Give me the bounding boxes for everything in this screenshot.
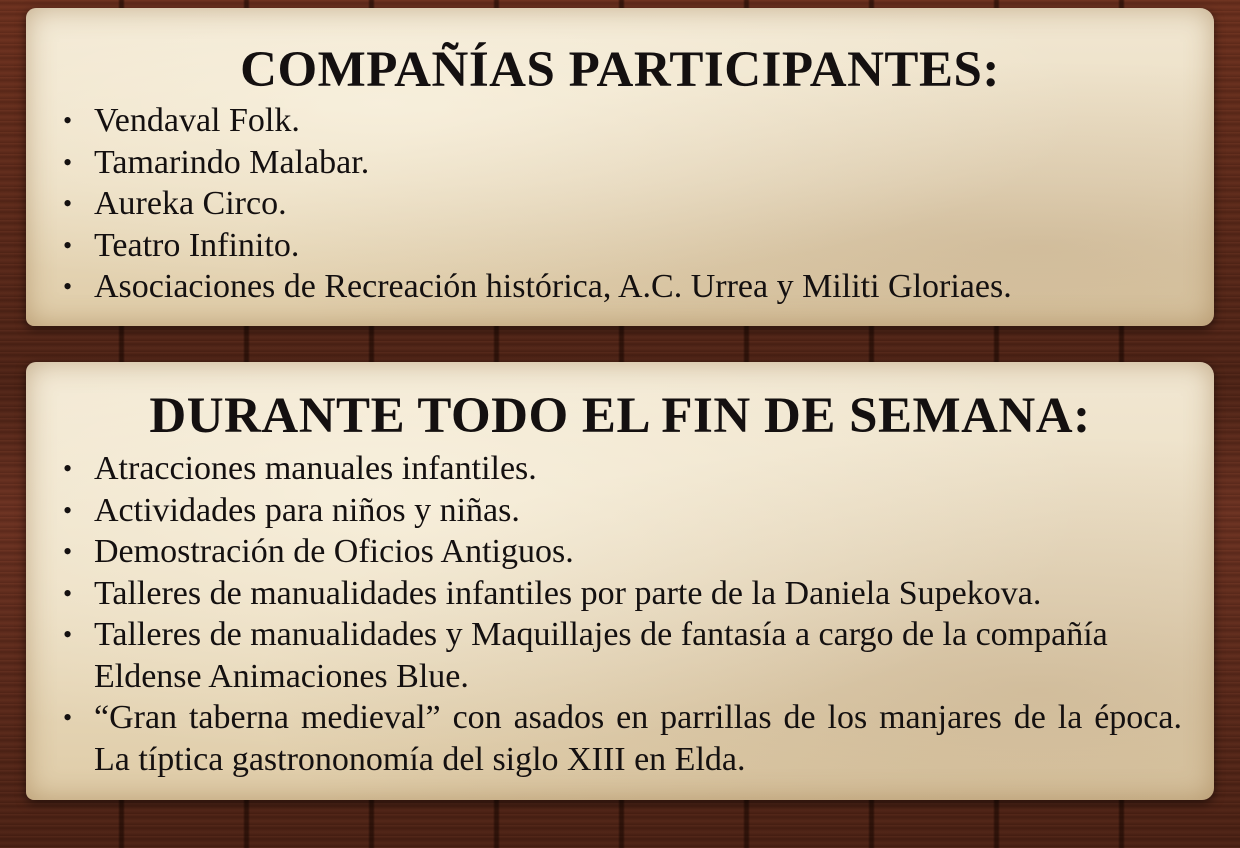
list-item <box>63 142 1182 184</box>
fin-semana-panel <box>26 362 1214 800</box>
list-item-text: Teatro Infinito. <box>94 226 300 264</box>
list-item <box>63 573 1182 615</box>
bullet-icon: • <box>63 147 73 177</box>
companias-panel <box>26 8 1214 326</box>
list-item-text: Demostración de Oficios Antiguos. <box>94 533 574 570</box>
list-item-text: Tamarindo Malabar. <box>94 143 370 181</box>
list-item-text: Vendaval Folk. <box>94 102 300 139</box>
list-item <box>63 697 1182 780</box>
bullet-icon: • <box>63 189 73 218</box>
bullet-icon: • <box>63 703 73 732</box>
list-item <box>63 531 1182 573</box>
list-item <box>63 266 1182 308</box>
companias-title: COMPAÑÍAS PARTICIPANTES: <box>240 42 1000 98</box>
list-item-text: Talleres de manualidades y Maquillajes de fantasía a cargo de la compañía Eldense Animaciones Blue. <box>94 616 1108 695</box>
list-item-text: Talleres de manualidades infantiles por parte de la Daniela Supekova. <box>94 574 1042 612</box>
list-item <box>63 614 1182 697</box>
bullet-icon: • <box>63 495 73 525</box>
list-item-text: Atracciones manuales infantiles. <box>94 450 537 487</box>
bullet-icon: • <box>63 230 73 260</box>
list-item-text: “Gran taberna medieval” con asados en parrillas de los manjares de la época. La típtica gastrononomía del siglo XIII en Elda. <box>94 699 1182 778</box>
list-item-text: Aureka Circo. <box>94 185 287 222</box>
bullet-icon: • <box>63 454 73 483</box>
bullet-icon: • <box>63 620 73 649</box>
list-item <box>63 183 1182 225</box>
list-item-text: Asociaciones de Recreación histórica, A.C. Urrea y Militi Gloriaes. <box>94 268 1012 305</box>
list-item-text: Actividades para niños y niñas. <box>94 491 520 529</box>
bullet-icon: • <box>63 578 73 608</box>
companias-list <box>26 98 1214 308</box>
list-item <box>63 490 1182 532</box>
list-item <box>63 225 1182 267</box>
list-item <box>63 448 1182 490</box>
bullet-icon: • <box>63 272 73 301</box>
bullet-icon: • <box>63 537 73 566</box>
list-item <box>63 100 1182 142</box>
bullet-icon: • <box>63 106 73 135</box>
fin-semana-list <box>26 444 1214 780</box>
fin-semana-title: DURANTE TODO EL FIN DE SEMANA: <box>149 388 1091 444</box>
